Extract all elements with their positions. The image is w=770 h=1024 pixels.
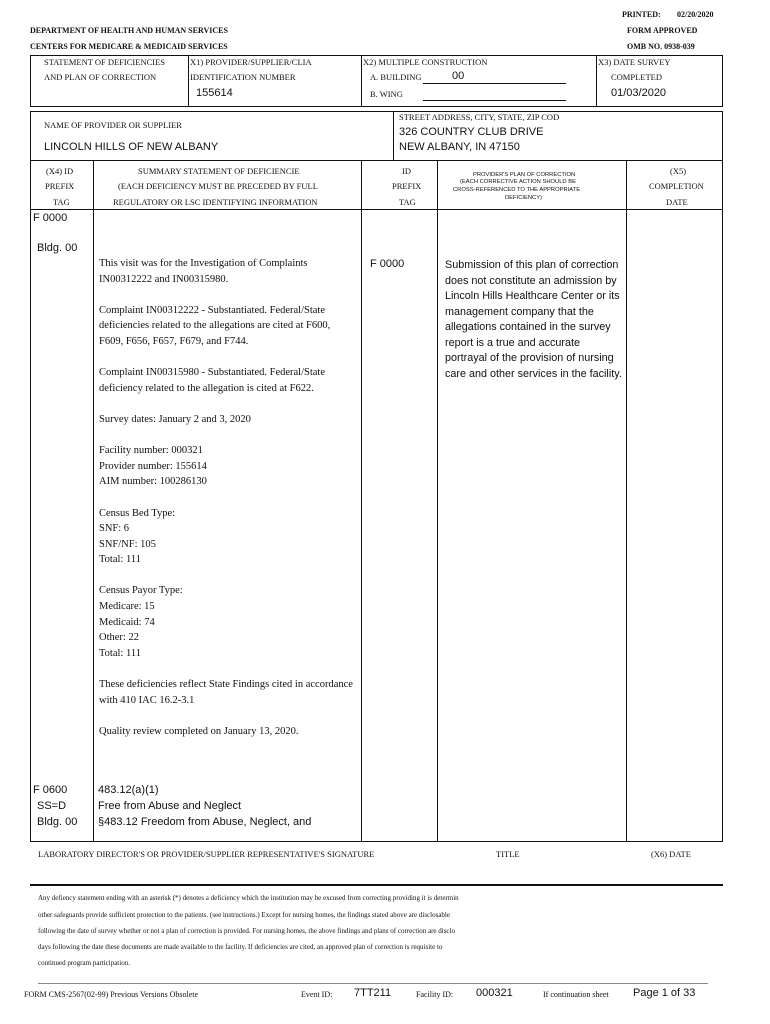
- summary-para-visit: This visit was for the Investigation of Complaints IN00312222 and IN00315980.: [99, 258, 308, 285]
- summary-para-survey-dates: Survey dates: January 2 and 3, 2020: [99, 413, 251, 425]
- disclaimer-line-2: other safeguards provide sufficient protection to the patients. (see instructions.) Except for nursing homes, the findings stated above are disclosable: [38, 911, 450, 919]
- x4-id-label: (X4) ID: [46, 166, 74, 176]
- plan-label-3: CROSS-REFERENCED TO THE APPROPRIATE: [453, 187, 581, 193]
- date-label: DATE: [666, 197, 688, 207]
- summary-para-quality-review: Quality review completed on January 13, 2020.: [99, 725, 299, 737]
- id-label: ID: [402, 166, 411, 176]
- disclaimer-line-4: days following the date these documents are made available to the facility. If deficiencies are cited, an approved plan of correction is requisite to: [38, 943, 443, 951]
- provider-name-value: LINCOLN HILLS OF NEW ALBANY: [44, 141, 219, 153]
- summary-para-complaint-1: Complaint IN00312222 - Substantiated. Federal/State deficiencies related to the allegations are cited at F600, F609, F656, F657, F679, and F744.: [99, 304, 331, 347]
- scope-severity: SS=D: [37, 800, 67, 812]
- facility-id-label: Facility ID:: [416, 990, 454, 999]
- f0600-title: Free from Abuse and Neglect: [98, 800, 242, 812]
- building-value: 00: [452, 70, 465, 82]
- facility-id-value: 000321: [476, 987, 513, 999]
- multiple-construction-label: X2) MULTIPLE CONSTRUCTION: [363, 57, 488, 67]
- statement-label-2: AND PLAN OF CORRECTION: [44, 72, 157, 82]
- summary-para-census-payor: Census Payor Type: Medicare: 15 Medicaid: 74 Other: 22 Total: 111: [99, 585, 183, 659]
- summary-para-complaint-2: Complaint IN00315980 - Substantiated. Federal/State deficiency related to the allegation is cited at F622.: [99, 367, 326, 394]
- bldg-label: Bldg. 00: [37, 242, 78, 254]
- statement-label-1: STATEMENT OF DEFICIENCIES: [44, 57, 166, 67]
- omb-number: OMB NO. 0938-039: [627, 42, 695, 51]
- date-survey-label: X3) DATE SURVEY: [598, 57, 671, 67]
- bldg-label-f0600: Bldg. 00: [37, 816, 78, 828]
- x5-label: (X5): [670, 166, 687, 176]
- tag-f0600: F 0600: [33, 784, 68, 796]
- disclaimer-line-5: continued program participation.: [38, 959, 130, 967]
- form-approved: FORM APPROVED: [627, 26, 698, 35]
- id-tag-f0000: F 0000: [370, 258, 405, 270]
- date-survey-label-2: COMPLETED: [611, 72, 662, 82]
- plan-of-correction-text: Submission of this plan of correction does not constitute an admission by Lincoln Hills Healthcare Center or its management company that the allegations contained in the survey report is a true and accurate portrayal of the provision of nursing care and other services in the facility.: [445, 259, 622, 380]
- provider-id-label: X1) PROVIDER/SUPPLIER/CLIA: [190, 57, 312, 67]
- plan-label-1: PROVIDER'S PLAN OF CORRECTION: [473, 172, 576, 178]
- event-id-label: Event ID:: [301, 990, 333, 999]
- completion-label: COMPLETION: [649, 181, 704, 191]
- disclaimer-line-3: following the date of survey whether or not a plan of correction is provided. For nursing homes, the above findings and plans of correction are disclo: [38, 927, 455, 935]
- form-number: FORM CMS-2567(02-99) Previous Versions Obsolete: [24, 990, 199, 999]
- date-survey-value: 01/03/2020: [611, 87, 667, 99]
- summary-label-2: (EACH DEFICIENCY MUST BE PRECEDED BY FULL: [118, 181, 318, 191]
- wing-label: B. WING: [370, 89, 403, 99]
- building-label: A. BUILDING: [370, 72, 422, 82]
- page-number: Page 1 of 33: [633, 987, 696, 999]
- plan-label-4: DEFICIENCY): [505, 195, 543, 201]
- signature-label: LABORATORY DIRECTOR'S OR PROVIDER/SUPPLIER REPRESENTATIVE'S SIGNATURE: [38, 849, 375, 859]
- f0600-regulation: 483.12(a)(1): [98, 784, 159, 796]
- x4-tag-label: TAG: [53, 197, 70, 207]
- summary-label-1: SUMMARY STATEMENT OF DEFICIENCIE: [138, 166, 300, 176]
- id-tag-label: TAG: [399, 197, 416, 207]
- tag-f0000: F 0000: [33, 212, 68, 224]
- summary-label-3: REGULATORY OR LSC IDENTIFYING INFORMATION: [113, 197, 318, 207]
- summary-para-state-findings: These deficiencies reflect State Findings cited in accordance with 410 IAC 16.2-3.1: [99, 679, 353, 706]
- provider-name-label: NAME OF PROVIDER OR SUPPLIER: [44, 120, 182, 130]
- printed-date: 02/20/2020: [677, 10, 714, 19]
- address-line-1: 326 COUNTRY CLUB DRIVE: [399, 126, 544, 138]
- title-label: TITLE: [496, 849, 520, 859]
- continuation-label: If continuation sheet: [543, 990, 609, 999]
- plan-label-2: (EACH CORRECTIVE ACTION SHOULD BE: [460, 179, 576, 185]
- address-label: STREET ADDRESS, CITY, STATE, ZIP COD: [399, 112, 560, 122]
- provider-id-value: 155614: [196, 87, 233, 99]
- provider-id-label-2: IDENTIFICATION NUMBER: [190, 72, 296, 82]
- disclaimer-line-1: Any defiency statement ending with an asterisk (*) denotes a deficiency which the institution may be excused from correcting providing it is determin: [38, 894, 459, 902]
- id-prefix-label: PREFIX: [392, 181, 422, 191]
- x4-prefix-label: PREFIX: [45, 181, 75, 191]
- summary-para-facility: Facility number: 000321 Provider number: 155614 AIM number: 100286130: [99, 445, 207, 488]
- event-id-value: 7TT211: [354, 987, 392, 999]
- centers-title: CENTERS FOR MEDICARE & MEDICAID SERVICES: [30, 42, 228, 51]
- printed-label: PRINTED:: [622, 10, 661, 19]
- department-title: DEPARTMENT OF HEALTH AND HUMAN SERVICES: [30, 26, 228, 35]
- x6-date-label: (X6) DATE: [651, 849, 691, 859]
- summary-para-census-bed: Census Bed Type: SNF: 6 SNF/NF: 105 Total: 111: [99, 507, 176, 566]
- summary-text: [99, 256, 355, 739]
- address-line-2: NEW ALBANY, IN 47150: [399, 141, 520, 153]
- f0600-description: §483.12 Freedom from Abuse, Neglect, and: [98, 816, 312, 828]
